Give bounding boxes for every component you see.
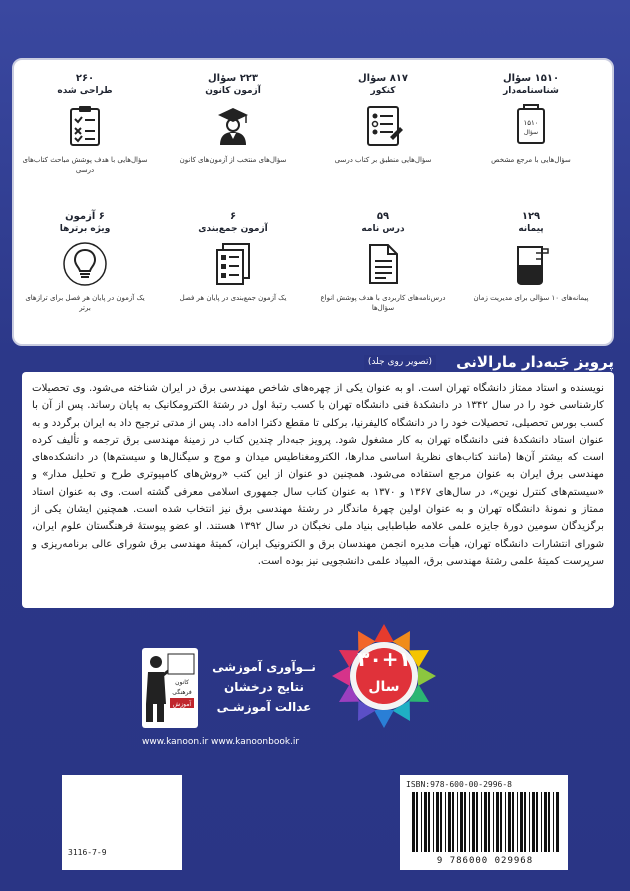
id-card-icon <box>508 103 554 149</box>
feature-item: ۶ آزمون جمع‌بندی یک آزمون جمع‌بندی در پایان هر فصل <box>179 211 287 302</box>
barcode-bar <box>457 792 458 852</box>
tagline-line: نــوآوری آموزشی <box>212 660 316 674</box>
barcode-bar <box>544 792 547 852</box>
barcode-bar <box>532 792 535 852</box>
teacher-figure-icon <box>142 648 198 728</box>
barcode-bar <box>464 792 466 852</box>
feature-item: ۸۱۷ سؤال کنکور سؤال‌هایی منطبق بر کتاب درسی <box>334 73 432 164</box>
barcode-bar <box>481 792 482 852</box>
barcode-bar <box>520 792 523 852</box>
svg-text:کانون: کانون <box>175 679 189 686</box>
barcode-bar <box>553 792 554 852</box>
author-note: (تصویر روی جلد) <box>364 355 436 370</box>
product-code: 3116-7-9 <box>68 848 107 857</box>
barcode-bar <box>412 792 415 852</box>
publisher-logo <box>142 648 198 728</box>
barcode-bar <box>424 792 427 852</box>
barcode-bar <box>460 792 463 852</box>
author-name: پرویز جَبه‌دار مارالانی <box>456 353 614 371</box>
barcode-icon <box>410 792 560 852</box>
barcode-bar <box>524 792 526 852</box>
barcode-bar <box>472 792 475 852</box>
barcode-bar <box>436 792 439 852</box>
ean-digits: 9 786000 029968 <box>436 856 534 866</box>
barcode-bar <box>517 792 518 852</box>
features-panel <box>12 58 614 346</box>
barcode-bar <box>448 792 451 852</box>
beaker-icon <box>508 241 554 287</box>
barcode-bar <box>541 792 542 852</box>
barcode-bar <box>508 792 511 852</box>
barcode-bar <box>556 792 559 852</box>
barcode-bar <box>421 792 422 852</box>
barcode-bar <box>493 792 494 852</box>
feature-item: ۵۹ درس نامه درس‌نامه‌های کاربردی با هدف پوشش انواع سؤال‌ها <box>320 211 446 312</box>
barcode-bar <box>529 792 530 852</box>
author-bio: نویسنده و استاد ممتاز دانشگاه تهران است. او به عنوان یکی از چهره‌های شاخص مهندسی برق در ایران شناخته می‌شود. وی تحصیلات کارشناسی خود را در سال ۱۳۴۲ در دانشکدهٔ فنی دانشگاه تهران با کسب رتبهٔ اول در رشتهٔ الکترومکانیک به پایان رساند. پس از آن با کسب بورس تحصیلی، تحصیلات خود را در دانشگاه کالیفرنیا، برکلی تا مقطع دکترا ادامه داد. پس از مدتی ترجیح داد به ایران برگردد و به عنوان استاد دانشکدهٔ فنی دانشگاه تهران به کار مشغول شود. پرویز جبه‌دار چندین کتاب در زمینهٔ مهندسی برق ترجمه و تألیف کرده است که بیشتر آن‌ها (مانند کتاب‌های نظریهٔ اساسی مدارها، الکترومغناطیس میدان و موج و سیگنال‌ها و سیستم‌ها) در دانشکده‌های مهندسی برق ایران به عنوان مرجع استفاده می‌شود. همچنین دو عنوان از این کتب «روش‌های کامپیوتری طرح و تحلیل مدار» و «سیستم‌های کنترل نوین»، در سال‌های ۱۳۶۷ و ۱۳۷۰ به عنوان کتاب سال جمهوری اسلامی معرفی گشته است. وی به عنوان استاد ممتاز و نمونهٔ دانشگاه تهران و به عنوان اولین چهرهٔ ماندگار در رشتهٔ مهندسی برق نیز انتخاب شده است. همچنین ایشان یکی از برگزیدگان سومین دورهٔ جایزه علمی علامه طباطبایی بنیاد ملی نخبگان در سال ۱۳۹۲ هستند. او عضو پیوستهٔ فرهنگستان علوم ایران، شورای انتشارات دانشگاه تهران، هیأت مدیره انجمن مهندسان برق و الکترونیک ایران، کمیتهٔ مهندسی برق شورای عالی برنامه‌ریزی و سرپرست کمیتهٔ علمی رشتهٔ مهندسی برق، المپیاد علمی دانشجویی نیز بوده است. <box>22 372 614 608</box>
svg-text:آموزش: آموزش <box>172 701 192 708</box>
test-booklet-icon <box>210 241 256 287</box>
svg-text:۱۵۱۰: ۱۵۱۰ <box>523 119 539 127</box>
barcode-bar <box>469 792 470 852</box>
tagline-line: عدالت آموزشـی <box>216 700 312 714</box>
barcode-bar <box>428 792 430 852</box>
graduate-icon <box>210 103 256 149</box>
website-urls: www.kanoon.ir www.kanoonbook.ir <box>142 737 300 747</box>
barcode-bar <box>416 792 418 852</box>
feature-item: ۲۶۰ طراحی شده سؤال‌هایی با هدف پوشش مباحث کتاب‌های درسی <box>22 73 148 174</box>
barcode-bar <box>484 792 487 852</box>
anniversary-logo-icon <box>330 622 438 730</box>
feature-item: ۲۲۳ سؤال آزمون کانون سؤال‌های منتخب از آزمون‌های کانون <box>179 73 287 164</box>
barcode-bar <box>536 792 538 852</box>
barcode-bar <box>496 792 499 852</box>
barcode-bar <box>476 792 478 852</box>
svg-text:فرهنگی: فرهنگی <box>172 689 192 696</box>
tagline-line: نتایج درخشان <box>224 680 304 694</box>
barcode-bar <box>433 792 434 852</box>
barcode-bar <box>452 792 454 852</box>
anniversary-unit: سال <box>368 679 400 695</box>
isbn-text: ISBN:978-600-00-2996-8 <box>406 780 512 789</box>
feature-item: ۱۲۹ پیمانه پیمانه‌های ۱۰ سؤالی برای مدیریت زمان <box>473 211 589 302</box>
svg-text:سؤال: سؤال <box>523 129 539 136</box>
barcode-bar <box>505 792 506 852</box>
barcode-bar <box>500 792 502 852</box>
barcode-bar <box>512 792 514 852</box>
document-icon <box>360 241 406 287</box>
lightbulb-icon <box>62 241 108 287</box>
barcode-bar <box>488 792 490 852</box>
answer-sheet-icon <box>360 103 406 149</box>
barcode-bar <box>548 792 550 852</box>
barcode-bar <box>440 792 442 852</box>
checklist-icon <box>62 103 108 149</box>
feature-item: ۶ آزمون ویژه برترها یک آزمون در پایان هر فصل برای تراز‌های برتر <box>25 211 145 312</box>
anniversary-number: ۳۰+۱ <box>357 647 411 671</box>
barcode-bar <box>445 792 446 852</box>
feature-item: ۱۵۱۰ سؤال شناسنامه‌دار ۱۵۱۰ سؤال سؤال‌هایی با مرجع مشخص <box>491 73 571 164</box>
author-header <box>22 352 614 374</box>
